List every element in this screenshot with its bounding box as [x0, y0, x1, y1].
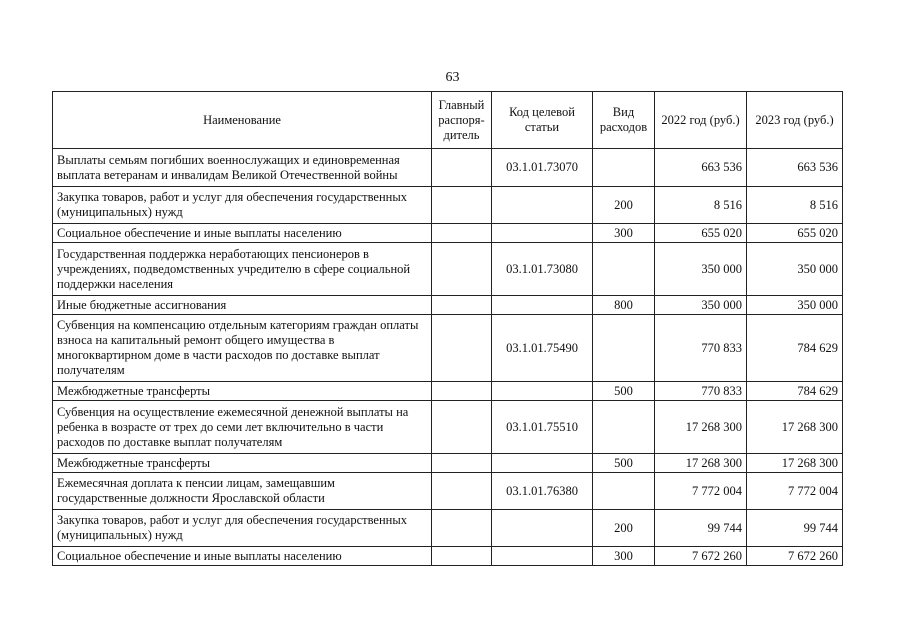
- cell-name: Субвенция на компенсацию отдельным категориям граждан оплаты взноса на капитальный ремонт общего имущества в многоквартирном доме в части расходов по доставке выплат получателям: [53, 315, 432, 382]
- cell-2023: 350 000: [747, 296, 843, 315]
- table-row: [53, 243, 843, 296]
- table-row: [53, 382, 843, 401]
- cell-manager: [432, 510, 492, 547]
- cell-name: Межбюджетные трансферты: [53, 382, 432, 401]
- header-code: Код целевой статьи: [492, 92, 593, 149]
- cell-code: [492, 547, 593, 566]
- table-row: [53, 187, 843, 224]
- cell-code: 03.1.01.75510: [492, 401, 593, 454]
- cell-2023: 7 772 004: [747, 473, 843, 510]
- cell-manager: [432, 149, 492, 187]
- cell-manager: [432, 382, 492, 401]
- header-row: [53, 92, 843, 149]
- table-row: [53, 454, 843, 473]
- cell-name: Иные бюджетные ассигнования: [53, 296, 432, 315]
- cell-2022: 17 268 300: [655, 401, 747, 454]
- cell-type: 300: [593, 224, 655, 243]
- cell-type: [593, 401, 655, 454]
- cell-name: Закупка товаров, работ и услуг для обеспечения государственных (муниципальных) нужд: [53, 187, 432, 224]
- budget-table: [52, 91, 843, 566]
- cell-2022: 7 672 260: [655, 547, 747, 566]
- cell-name: Ежемесячная доплата к пенсии лицам, замещавшим государственные должности Ярославской области: [53, 473, 432, 510]
- cell-manager: [432, 296, 492, 315]
- cell-2022: 99 744: [655, 510, 747, 547]
- cell-manager: [432, 473, 492, 510]
- header-manager: Главный распоря-дитель: [432, 92, 492, 149]
- cell-2023: 7 672 260: [747, 547, 843, 566]
- cell-manager: [432, 454, 492, 473]
- cell-manager: [432, 224, 492, 243]
- cell-manager: [432, 243, 492, 296]
- cell-code: 03.1.01.75490: [492, 315, 593, 382]
- cell-type: 200: [593, 510, 655, 547]
- table-row: [53, 473, 843, 510]
- cell-2023: 17 268 300: [747, 454, 843, 473]
- header-2022: 2022 год (руб.): [655, 92, 747, 149]
- cell-type: 200: [593, 187, 655, 224]
- cell-2023: 655 020: [747, 224, 843, 243]
- cell-type: 500: [593, 382, 655, 401]
- cell-2023: 663 536: [747, 149, 843, 187]
- cell-type: [593, 473, 655, 510]
- cell-2022: 655 020: [655, 224, 747, 243]
- cell-type: [593, 149, 655, 187]
- cell-2022: 17 268 300: [655, 454, 747, 473]
- cell-2023: 8 516: [747, 187, 843, 224]
- cell-manager: [432, 187, 492, 224]
- cell-type: 800: [593, 296, 655, 315]
- cell-manager: [432, 547, 492, 566]
- header-name: Наименование: [53, 92, 432, 149]
- table-row: [53, 149, 843, 187]
- cell-name: Субвенция на осуществление ежемесячной денежной выплаты на ребенка в возрасте от трех до семи лет включительно в части расходов по доставке выплат получателям: [53, 401, 432, 454]
- cell-code: [492, 224, 593, 243]
- cell-code: [492, 382, 593, 401]
- cell-code: [492, 454, 593, 473]
- cell-type: 300: [593, 547, 655, 566]
- cell-2022: 770 833: [655, 382, 747, 401]
- cell-2022: 350 000: [655, 243, 747, 296]
- cell-2023: 784 629: [747, 315, 843, 382]
- cell-code: [492, 187, 593, 224]
- cell-2022: 350 000: [655, 296, 747, 315]
- table-row: [53, 401, 843, 454]
- cell-2023: 350 000: [747, 243, 843, 296]
- cell-2022: 7 772 004: [655, 473, 747, 510]
- table-row: [53, 315, 843, 382]
- cell-2022: 663 536: [655, 149, 747, 187]
- cell-name: Выплаты семьям погибших военнослужащих и единовременная выплата ветеранам и инвалидам Великой Отечественной войны: [53, 149, 432, 187]
- cell-code: 03.1.01.73080: [492, 243, 593, 296]
- cell-code: 03.1.01.76380: [492, 473, 593, 510]
- cell-2023: 784 629: [747, 382, 843, 401]
- header-2023: 2023 год (руб.): [747, 92, 843, 149]
- cell-name: Межбюджетные трансферты: [53, 454, 432, 473]
- cell-type: [593, 243, 655, 296]
- cell-2022: 8 516: [655, 187, 747, 224]
- cell-2023: 17 268 300: [747, 401, 843, 454]
- cell-code: 03.1.01.73070: [492, 149, 593, 187]
- table-row: [53, 547, 843, 566]
- cell-2023: 99 744: [747, 510, 843, 547]
- cell-manager: [432, 315, 492, 382]
- cell-name: Закупка товаров, работ и услуг для обеспечения государственных (муниципальных) нужд: [53, 510, 432, 547]
- cell-manager: [432, 401, 492, 454]
- header-type: Вид расходов: [593, 92, 655, 149]
- table-row: [53, 224, 843, 243]
- cell-name: Социальное обеспечение и иные выплаты населению: [53, 547, 432, 566]
- cell-type: 500: [593, 454, 655, 473]
- cell-name: Государственная поддержка неработающих пенсионеров в учреждениях, подведомственных учредителю в сфере социальной поддержки населения: [53, 243, 432, 296]
- cell-code: [492, 296, 593, 315]
- cell-name: Социальное обеспечение и иные выплаты населению: [53, 224, 432, 243]
- cell-type: [593, 315, 655, 382]
- cell-2022: 770 833: [655, 315, 747, 382]
- cell-code: [492, 510, 593, 547]
- page-number: 63: [445, 70, 460, 85]
- table-row: [53, 296, 843, 315]
- table-row: [53, 510, 843, 547]
